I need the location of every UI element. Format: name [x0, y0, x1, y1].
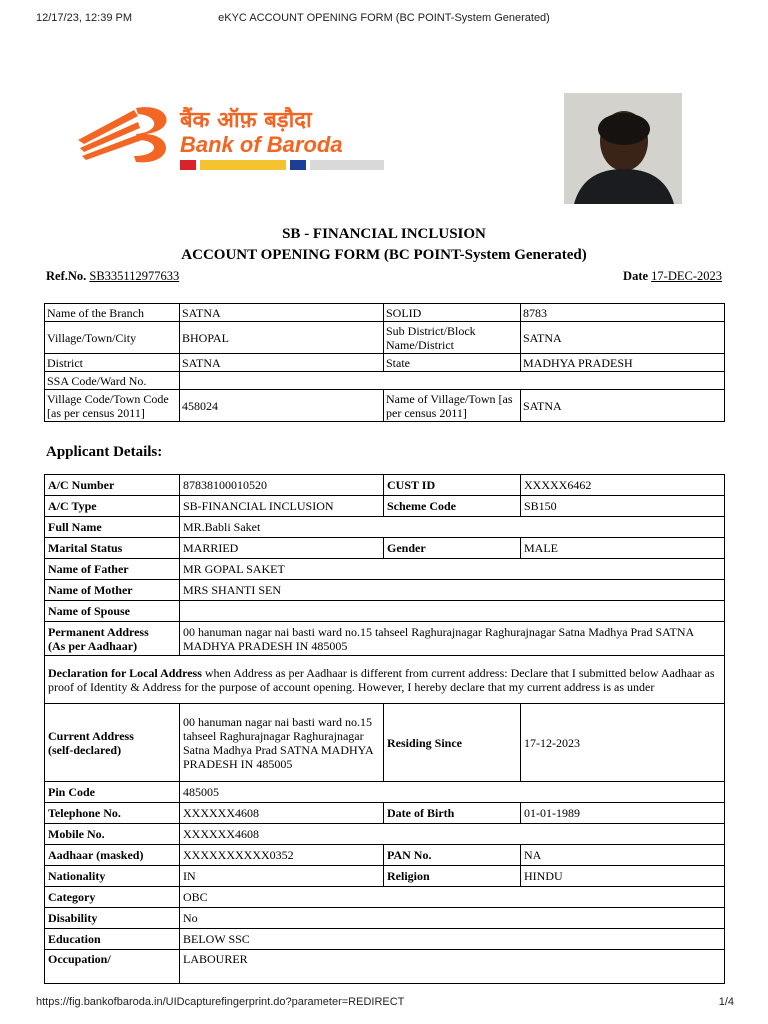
village-code-value: 458024 — [180, 390, 384, 422]
nationality-value: IN — [180, 866, 384, 887]
village-label: Village/Town/City — [45, 322, 180, 354]
dob-value: 01-01-1989 — [521, 803, 725, 824]
father-name-value: MR GOPAL SAKET — [180, 559, 725, 580]
disability-value: No — [180, 908, 725, 929]
spouse-name-value — [180, 601, 725, 622]
table-row — [45, 950, 725, 984]
education-label: Education — [45, 929, 180, 950]
ac-number-value: 87838100010520 — [180, 475, 384, 496]
village-name-value: SATNA — [521, 390, 725, 422]
state-label: State — [384, 354, 521, 372]
table-row — [45, 354, 725, 372]
table-row — [45, 517, 725, 538]
village-name-label: Name of Village/Town [as per census 2011] — [384, 390, 521, 422]
table-row — [45, 866, 725, 887]
solid-label: SOLID — [384, 304, 521, 322]
disability-label: Disability — [45, 908, 180, 929]
table-row — [45, 656, 725, 704]
spouse-name-label: Name of Spouse — [45, 601, 180, 622]
table-row — [45, 803, 725, 824]
local-address-declaration — [45, 656, 725, 704]
ac-type-value: SB-FINANCIAL INCLUSION — [180, 496, 384, 517]
pan-value: NA — [521, 845, 725, 866]
residing-since-value: 17-12-2023 — [521, 704, 725, 782]
ac-number-label: A/C Number — [45, 475, 180, 496]
table-row — [45, 887, 725, 908]
permanent-address-value: 00 hanuman nagar nai basti ward no.15 tahseel Raghurajnagar Raghurajnagar Satna Madhya Prad SATNA MADHYA PRADESH IN 485005 — [180, 622, 725, 656]
date-label: Date — [623, 269, 649, 283]
table-row — [45, 704, 725, 782]
table-row — [45, 390, 725, 422]
district-label: District — [45, 354, 180, 372]
aadhaar-label: Aadhaar (masked) — [45, 845, 180, 866]
bank-of-baroda-logo — [76, 100, 388, 176]
pan-label: PAN No. — [384, 845, 521, 866]
current-address-label — [45, 704, 180, 782]
subdistrict-value: SATNA — [521, 322, 725, 354]
mother-name-value: MRS SHANTI SEN — [180, 580, 725, 601]
category-label: Category — [45, 887, 180, 908]
form-title-2: ACCOUNT OPENING FORM (BC POINT-System Generated) — [181, 247, 587, 263]
occupation-label: Occupation/ — [45, 950, 180, 984]
mobile-label: Mobile No. — [45, 824, 180, 845]
gender-label: Gender — [384, 538, 521, 559]
category-value: OBC — [180, 887, 725, 908]
branch-details-table — [44, 303, 725, 422]
ref-number: SB335112977633 — [89, 269, 180, 283]
logo-strip — [180, 160, 384, 170]
ssa-value — [180, 372, 725, 390]
branch-name-label: Name of the Branch — [45, 304, 180, 322]
current-address-sub: (self-declared) — [48, 742, 122, 757]
full-name-value: MR.Babli Saket — [180, 517, 725, 538]
applicant-photo — [564, 93, 682, 204]
table-row — [45, 304, 725, 322]
solid-value: 8783 — [521, 304, 725, 322]
current-address-title: Current Address — [48, 728, 134, 743]
table-row — [45, 824, 725, 845]
mobile-value: XXXXXX4608 — [180, 824, 725, 845]
declaration-title: Declaration for Local Address — [48, 665, 202, 680]
table-row — [45, 622, 725, 656]
occupation-value: LABOURER — [180, 950, 725, 984]
state-value: MADHYA PRADESH — [521, 354, 725, 372]
applicant-details-heading: Applicant Details: — [46, 444, 163, 460]
father-name-label: Name of Father — [45, 559, 180, 580]
subdistrict-label: Sub District/Block Name/District — [384, 322, 521, 354]
pin-code-label: Pin Code — [45, 782, 180, 803]
scheme-code-label: Scheme Code — [384, 496, 521, 517]
education-value: BELOW SSC — [180, 929, 725, 950]
permanent-address-sub: (As per Aadhaar) — [48, 638, 138, 653]
pin-code-value: 485005 — [180, 782, 725, 803]
table-row — [45, 538, 725, 559]
table-row — [45, 908, 725, 929]
marital-status-value: MARRIED — [180, 538, 384, 559]
table-row — [45, 782, 725, 803]
print-url: https://fig.bankofbaroda.in/UIDcapturefingerprint.do?parameter=REDIRECT — [36, 996, 405, 1008]
form-title-1: SB - FINANCIAL INCLUSION — [282, 226, 486, 242]
scheme-code-value: SB150 — [521, 496, 725, 517]
branch-name-value: SATNA — [180, 304, 384, 322]
table-row — [45, 845, 725, 866]
gender-value: MALE — [521, 538, 725, 559]
permanent-address-title: Permanent Address — [48, 624, 149, 639]
table-row — [45, 559, 725, 580]
residing-since-label: Residing Since — [384, 704, 521, 782]
cust-id-label: CUST ID — [384, 475, 521, 496]
logo-english-text: Bank of Baroda — [180, 132, 343, 157]
table-row — [45, 475, 725, 496]
print-timestamp: 12/17/23, 12:39 PM — [36, 12, 133, 24]
table-row — [45, 580, 725, 601]
table-row — [45, 496, 725, 517]
table-row — [45, 372, 725, 390]
permanent-address-label — [45, 622, 180, 656]
ref-label: Ref.No. — [46, 269, 87, 283]
village-value: BHOPAL — [180, 322, 384, 354]
ssa-label: SSA Code/Ward No. — [45, 372, 180, 390]
table-row — [45, 601, 725, 622]
nationality-label: Nationality — [45, 866, 180, 887]
table-row — [45, 929, 725, 950]
logo-hindi-text: बैंक ऑफ़ बड़ौदा — [180, 108, 312, 133]
current-address-value: 00 hanuman nagar nai basti ward no.15 tahseel Raghurajnagar Raghurajnagar Satna Madhya Prad SATNA MADHYA PRADESH IN 485005 — [180, 704, 384, 782]
print-page-count: 1/4 — [718, 996, 734, 1008]
village-code-label: Village Code/Town Code [as per census 2011] — [45, 390, 180, 422]
ac-type-label: A/C Type — [45, 496, 180, 517]
dob-label: Date of Birth — [384, 803, 521, 824]
telephone-label: Telephone No. — [45, 803, 180, 824]
date-value: 17-DEC-2023 — [651, 269, 722, 283]
table-row — [45, 322, 725, 354]
cust-id-value: XXXXX6462 — [521, 475, 725, 496]
declaration-text: when Address as per Aadhaar is different from current address: Declare that I submitted below Aadhaar as proof of Identity & Address for the purpose of account opening. However, I hereby declare that my current address is as under — [48, 665, 715, 694]
religion-label: Religion — [384, 866, 521, 887]
aadhaar-value: XXXXXXXXXX0352 — [180, 845, 384, 866]
telephone-value: XXXXXX4608 — [180, 803, 384, 824]
mother-name-label: Name of Mother — [45, 580, 180, 601]
print-page-title: eKYC ACCOUNT OPENING FORM (BC POINT-System Generated) — [218, 12, 550, 24]
full-name-label: Full Name — [45, 517, 180, 538]
reference-row — [46, 269, 722, 284]
religion-value: HINDU — [521, 866, 725, 887]
date-block — [623, 269, 722, 284]
applicant-details-table — [44, 474, 725, 984]
district-value: SATNA — [180, 354, 384, 372]
marital-status-label: Marital Status — [45, 538, 180, 559]
